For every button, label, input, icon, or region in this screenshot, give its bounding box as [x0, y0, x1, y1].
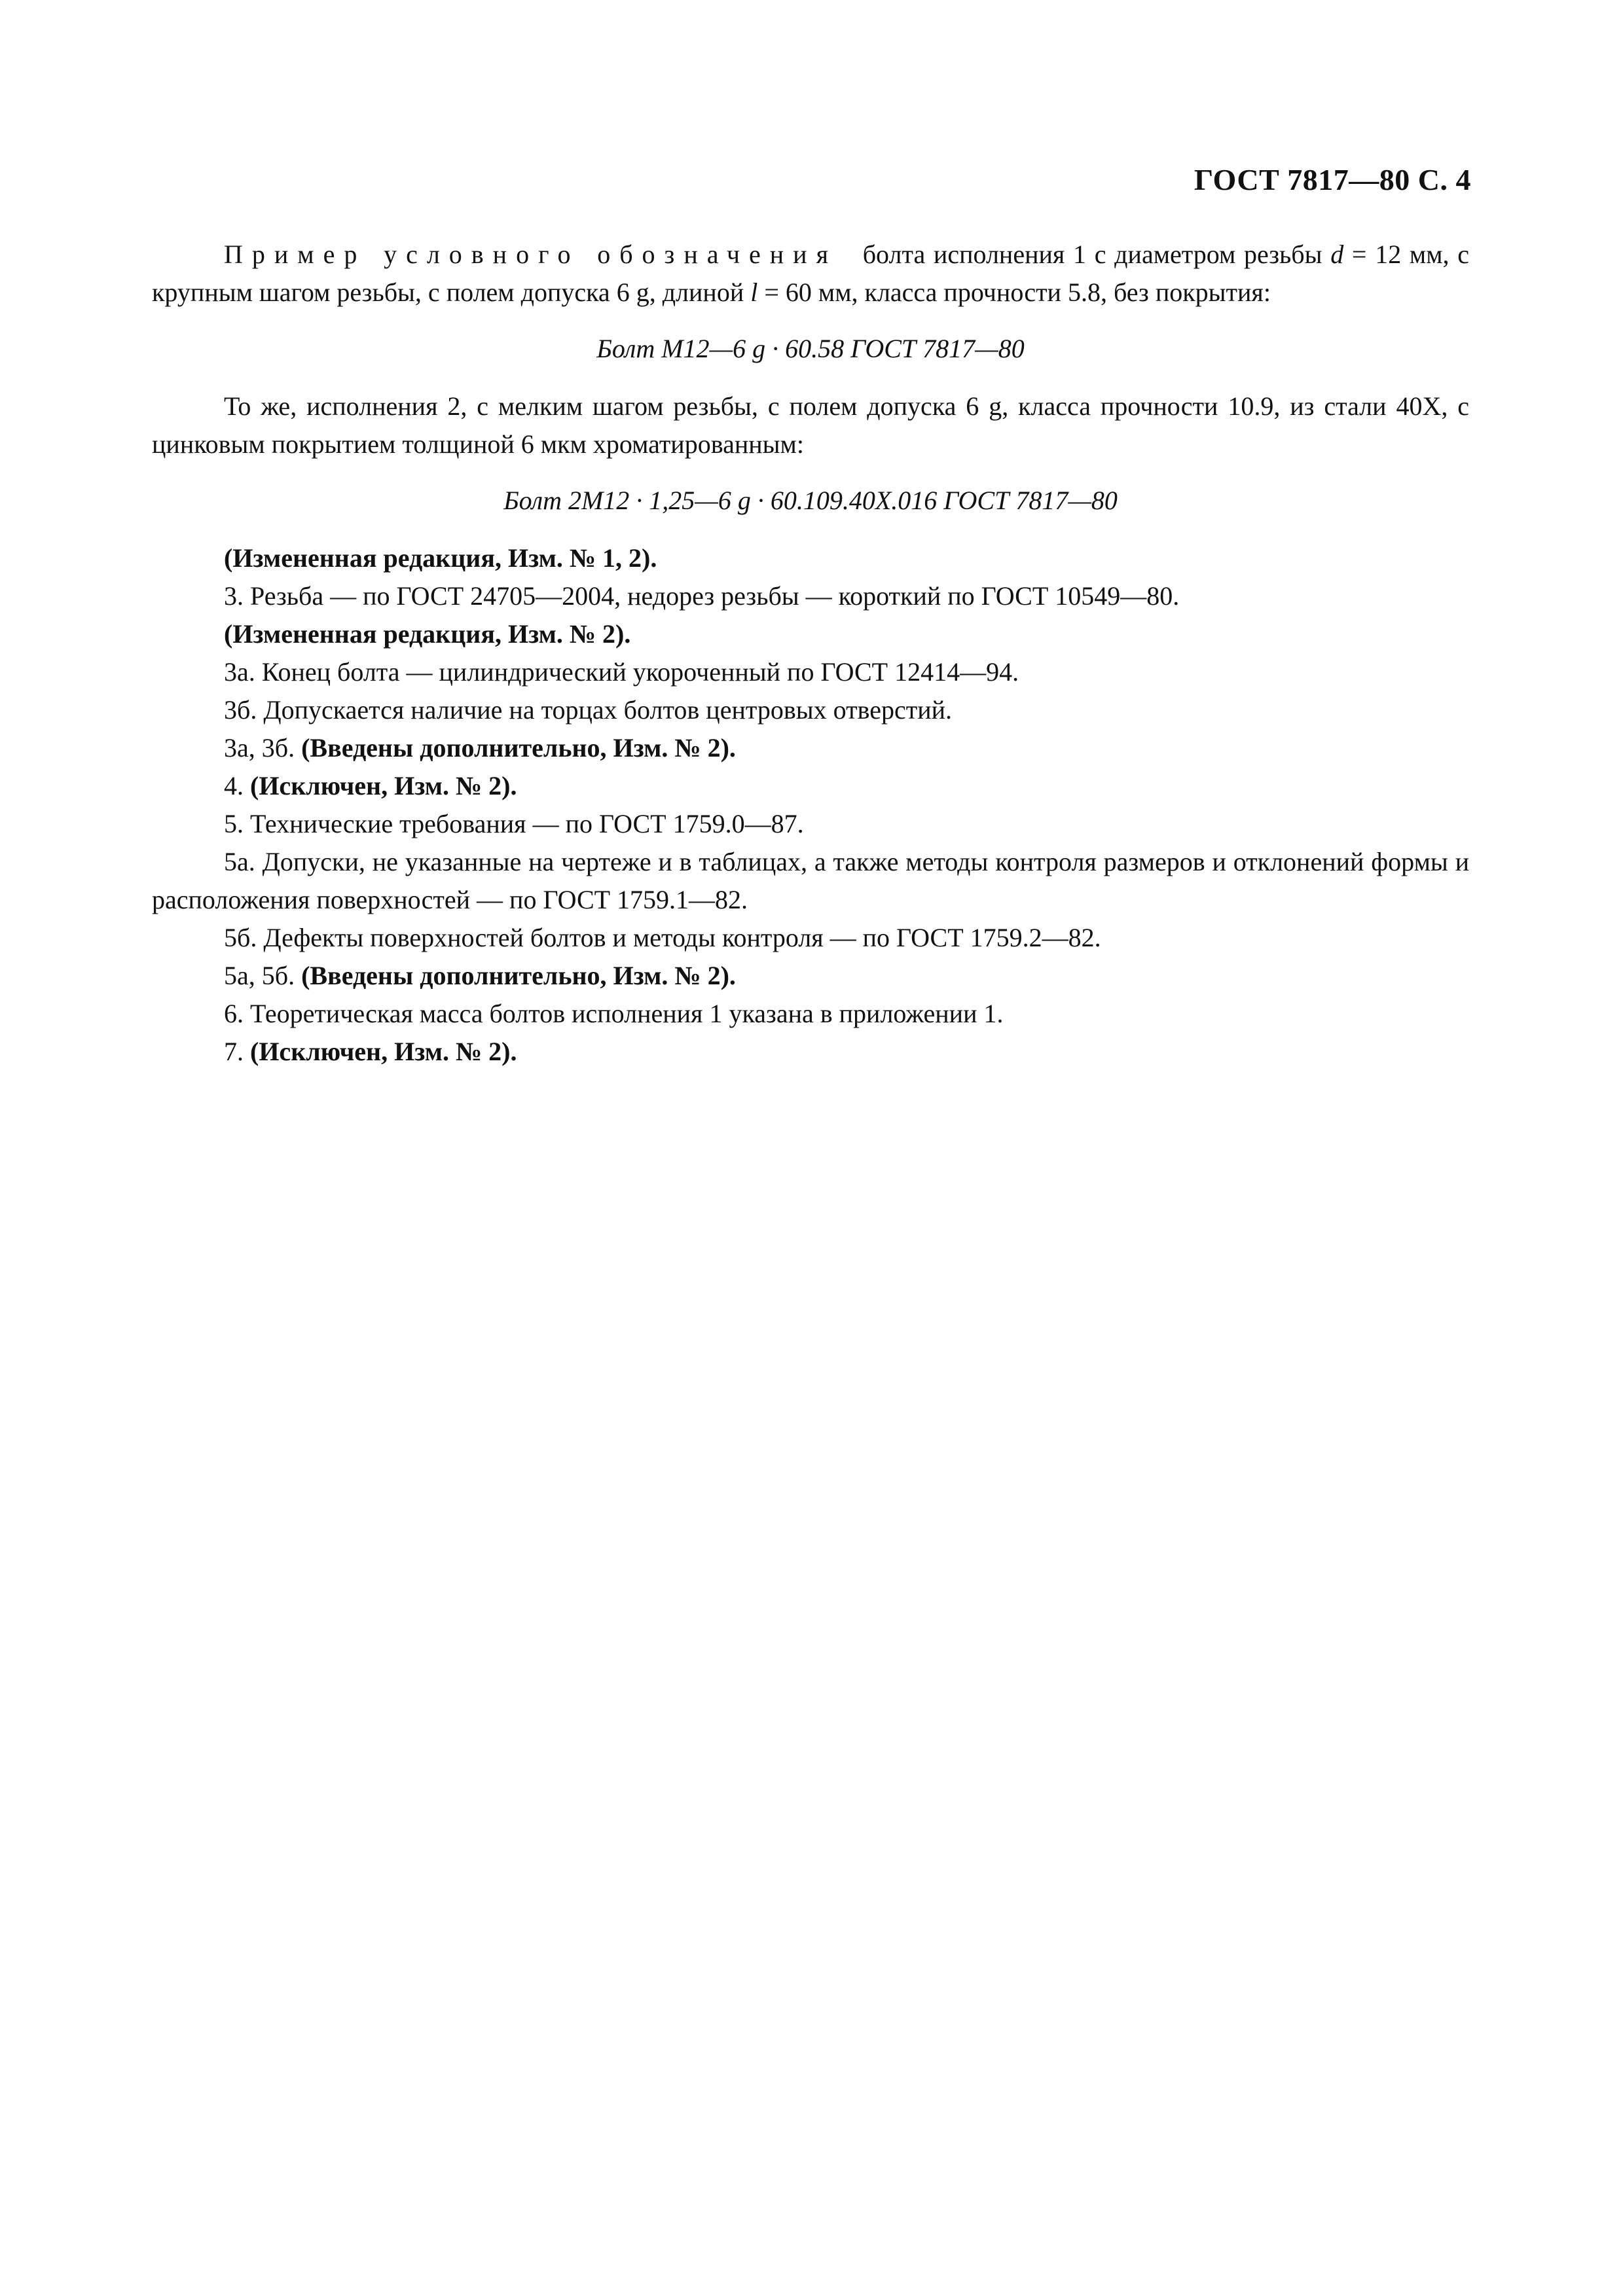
item-text: 7. [224, 1037, 250, 1066]
example-text-1: болта исполнения 1 с диаметром резьбы [854, 240, 1331, 269]
item-bold: (Введены дополнительно, Изм. № 2). [301, 961, 736, 990]
item-7 [152, 805, 1469, 843]
item-4 [152, 691, 1469, 729]
item-bold: (Введены дополнительно, Изм. № 2). [301, 733, 736, 762]
same-paragraph: То же, исполнения 2, с мелким шагом резьбы, с полем допуска 6 g, класса прочности 10.9, из стали 40Х, с цинковым покрытием толщиной 6 мкм хроматированным: [152, 391, 1469, 459]
item-text: 3. Резьба — по ГОСТ 24705—2004, недорез резьбы — короткий по ГОСТ 10549—80. [224, 581, 1180, 611]
item-text: 5а, 5б. [224, 961, 302, 990]
item-bold: (Исключен, Изм. № 2). [250, 1037, 517, 1066]
item-0 [152, 539, 1469, 577]
item-text: 3б. Допускается наличие на торцах болтов центровых отверстий. [224, 695, 953, 725]
d-variable: d [1330, 240, 1344, 269]
item-bold: (Исключен, Изм. № 2). [250, 771, 517, 800]
item-bold: (Измененная редакция, Изм. № 2). [224, 619, 631, 649]
item-text: 3а. Конец болта — цилиндрический укороченный по ГОСТ 12414—94. [224, 657, 1019, 687]
item-text: 5. Технические требования — по ГОСТ 1759.0—87. [224, 809, 804, 838]
item-9 [152, 919, 1469, 957]
item-bold: (Измененная редакция, Изм. № 1, 2). [224, 543, 657, 573]
spaced-intro: Пример условного обозначения [224, 240, 837, 269]
page-header: ГОСТ 7817—80 С. 4 [1194, 163, 1471, 196]
item-2 [152, 615, 1469, 653]
item-5 [152, 729, 1469, 767]
item-6 [152, 767, 1469, 805]
item-text: 5а. Допуски, не указанные на чертеже и в таблицах, а также методы контроля размеров и отклонений формы и расположения поверхностей — по ГОСТ 1759.1—82. [152, 847, 1469, 914]
item-text: 6. Теоретическая масса болтов исполнения 1 указана в приложении 1. [224, 999, 1004, 1028]
item-10 [152, 957, 1469, 995]
example-paragraph [152, 236, 1469, 312]
document-body [152, 236, 1469, 1071]
item-text: 4. [224, 771, 250, 800]
item-3 [152, 653, 1469, 691]
example-text-3: = 60 мм, класса прочности 5.8, без покрытия: [757, 278, 1271, 307]
items-list [152, 539, 1469, 1071]
example-text-2: = 12 мм, с крупным шагом резьбы, с полем допуска 6 g, длиной [152, 240, 1469, 307]
item-1 [152, 577, 1469, 615]
item-11 [152, 995, 1469, 1033]
item-8 [152, 843, 1469, 919]
item-12 [152, 1033, 1469, 1071]
item-text: 3а, 3б. [224, 733, 302, 762]
formula-2: Болт 2М12 · 1,25—6 g · 60.109.40Х.016 ГОСТ 7817—80 [503, 486, 1118, 515]
item-text: 5б. Дефекты поверхностей болтов и методы контроля — по ГОСТ 1759.2—82. [224, 923, 1101, 952]
l-variable: l [750, 278, 758, 307]
formula-1: Болт М12—6 g · 60.58 ГОСТ 7817—80 [596, 334, 1025, 363]
